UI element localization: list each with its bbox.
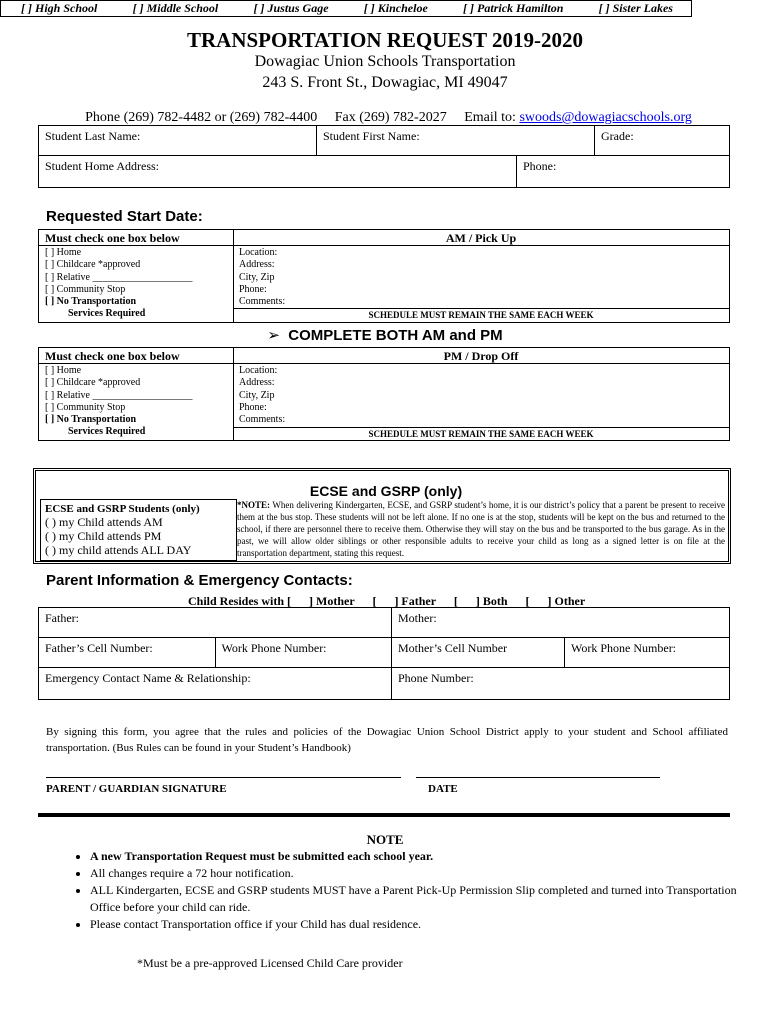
ecse-option-all-day[interactable]: ( ) my child attends ALL DAY <box>45 543 192 557</box>
note-title: NOTE <box>366 832 404 847</box>
ecse-options-box <box>40 499 237 561</box>
father-cell-field[interactable]: Father’s Cell Number: <box>39 638 216 668</box>
school-option[interactable]: [ ] Patrick Hamilton <box>463 1 564 15</box>
emergency-phone-field[interactable]: Phone Number: <box>392 668 730 700</box>
school-option[interactable]: [ ] Sister Lakes <box>598 1 673 15</box>
pm-location-field[interactable]: Location: <box>239 365 278 376</box>
pm-option-relative[interactable]: [ ] Relative ____________________ <box>45 389 193 401</box>
pm-phone-field[interactable]: Phone: <box>239 401 267 413</box>
contact-line <box>0 94 770 126</box>
phone-field[interactable]: Phone: <box>517 156 730 188</box>
am-option-relative[interactable]: [ ] Relative ____________________ <box>45 271 193 283</box>
school-option[interactable]: [ ] Justus Gage <box>253 1 329 15</box>
am-option-home[interactable]: [ ] Home <box>45 247 82 258</box>
am-city-zip-field[interactable]: City, Zip <box>239 271 275 283</box>
am-services-required: Services Required <box>68 308 146 320</box>
email-link[interactable]: swoods@dowagiacschools.org <box>519 110 692 125</box>
school-option[interactable]: [ ] Middle School <box>132 1 219 15</box>
parent-info-table <box>38 607 730 700</box>
ecse-note-label: *NOTE: <box>237 500 271 510</box>
pm-fields <box>239 365 285 426</box>
child-resides-with[interactable]: Child Resides with [ ] Mother [ ] Father [ ] Both [ ] Other <box>188 594 586 608</box>
am-location-field[interactable]: Location: <box>239 247 278 258</box>
home-address-field[interactable]: Student Home Address: <box>39 156 517 188</box>
pm-options <box>45 365 192 439</box>
am-options <box>45 247 192 321</box>
note-item: • ALL Kindergarten, ECSE and GSRP students MUST have a Parent Pick-Up Permission Slip completed and turned into Transportation Office before your child can ride. <box>90 882 750 916</box>
ecse-title: ECSE and GSRP (only) <box>309 483 463 499</box>
complete-both-heading: ➢ COMPLETE BOTH AM and PM <box>267 327 503 344</box>
footnote: *Must be a pre-approved Licensed Child Care provider <box>137 956 403 970</box>
school-option[interactable]: [ ] High School <box>21 1 98 15</box>
note-list <box>48 848 750 933</box>
mother-work-phone-field[interactable]: Work Phone Number: <box>565 638 730 668</box>
mother-field[interactable]: Mother: <box>392 608 730 638</box>
ecse-note-text: When delivering Kindergarten, ECSE, and GSRP student’s home, it is our district’s policy that a parent be present to receive them at the bus stop. These students will not be left alone. If no one is at the stop, students will be kept on the bus and returned to the school, if there are personnel there to receive them. Otherwise they will stay on the bus and be transported to the bus garage. As in the past, we will allow older siblings or other responsible adults to receive your child as long as a signed letter is on file at the transportation department, stating this request. <box>237 500 725 558</box>
ecse-option-am[interactable]: ( ) my Child attends AM <box>45 515 163 529</box>
am-comments-field[interactable]: Comments: <box>239 296 286 308</box>
divider <box>38 813 730 817</box>
pm-services-required: Services Required <box>68 426 146 438</box>
am-title: AM / Pick Up <box>233 231 729 246</box>
am-schedule-note: SCHEDULE MUST REMAIN THE SAME EACH WEEK <box>368 310 594 320</box>
date-line[interactable] <box>416 777 660 778</box>
note-item: • A new Transportation Request must be submitted each school year. <box>90 848 750 865</box>
parent-section-title: Parent Information & Emergency Contacts: <box>46 572 353 589</box>
grade-field[interactable]: Grade: <box>595 126 730 156</box>
father-work-phone-field[interactable]: Work Phone Number: <box>215 638 392 668</box>
pm-city-zip-field[interactable]: City, Zip <box>239 389 275 401</box>
pm-comments-field[interactable]: Comments: <box>239 414 286 426</box>
arrow-icon: ➢ <box>267 327 280 344</box>
org-address: 243 S. Front St., Dowagiac, MI 49047 <box>262 74 508 91</box>
start-date-label: Requested Start Date: <box>46 208 203 225</box>
am-check-header: Must check one box below <box>45 231 180 245</box>
pm-option-home[interactable]: [ ] Home <box>45 365 82 376</box>
signature-label: PARENT / GUARDIAN SIGNATURE <box>46 783 227 795</box>
student-last-name-field[interactable]: Student Last Name: <box>39 126 317 156</box>
pm-schedule-note: SCHEDULE MUST REMAIN THE SAME EACH WEEK <box>368 429 594 439</box>
pm-option-no-transport[interactable]: [ ] No Transportation <box>45 414 137 426</box>
am-option-community-stop[interactable]: [ ] Community Stop <box>45 283 126 295</box>
pm-title: PM / Drop Off <box>233 349 729 364</box>
org-name: Dowagiac Union Schools Transportation <box>254 53 516 70</box>
am-phone-field[interactable]: Phone: <box>239 283 267 295</box>
note-item: • Please contact Transportation office if your Child has dual residence. <box>90 916 750 933</box>
student-address-table <box>38 155 730 188</box>
ecse-note <box>237 499 725 559</box>
pm-section <box>38 347 730 441</box>
date-label: DATE <box>428 783 458 795</box>
pm-option-community-stop[interactable]: [ ] Community Stop <box>45 401 126 413</box>
am-option-no-transport[interactable]: [ ] No Transportation <box>45 296 137 308</box>
ecse-options-header: ECSE and GSRP Students (only) <box>45 503 200 515</box>
father-field[interactable]: Father: <box>39 608 392 638</box>
ecse-section <box>33 468 731 564</box>
form-title: TRANSPORTATION REQUEST 2019-2020 <box>187 28 583 52</box>
note-item: • All changes require a 72 hour notification. <box>90 865 750 882</box>
school-option[interactable]: [ ] Kincheloe <box>363 1 428 15</box>
pm-option-childcare[interactable]: [ ] Childcare *approved <box>45 377 141 389</box>
contact-text: Phone (269) 782-4482 or (269) 782-4400 Fax (269) 782-2027 Email to: <box>85 110 520 125</box>
agreement-text: By signing this form, you agree that the rules and policies of the Dowagiac Union School District apply to your student and School affiliated transportation. (Bus Rules can be found in your Student’s Handbook) <box>46 726 728 754</box>
emergency-contact-field[interactable]: Emergency Contact Name & Relationship: <box>39 668 392 700</box>
am-address-field[interactable]: Address: <box>239 259 275 271</box>
am-fields <box>239 247 285 308</box>
am-option-childcare[interactable]: [ ] Childcare *approved <box>45 259 141 271</box>
mother-cell-field[interactable]: Mother’s Cell Number <box>392 638 565 668</box>
student-first-name-field[interactable]: Student First Name: <box>317 126 595 156</box>
pm-check-header: Must check one box below <box>45 349 180 363</box>
pm-address-field[interactable]: Address: <box>239 377 275 389</box>
signature-line[interactable] <box>46 777 401 778</box>
am-section <box>38 229 730 323</box>
ecse-option-pm[interactable]: ( ) my Child attends PM <box>45 529 162 543</box>
school-selection-row <box>0 0 692 17</box>
student-info-table <box>38 125 730 156</box>
